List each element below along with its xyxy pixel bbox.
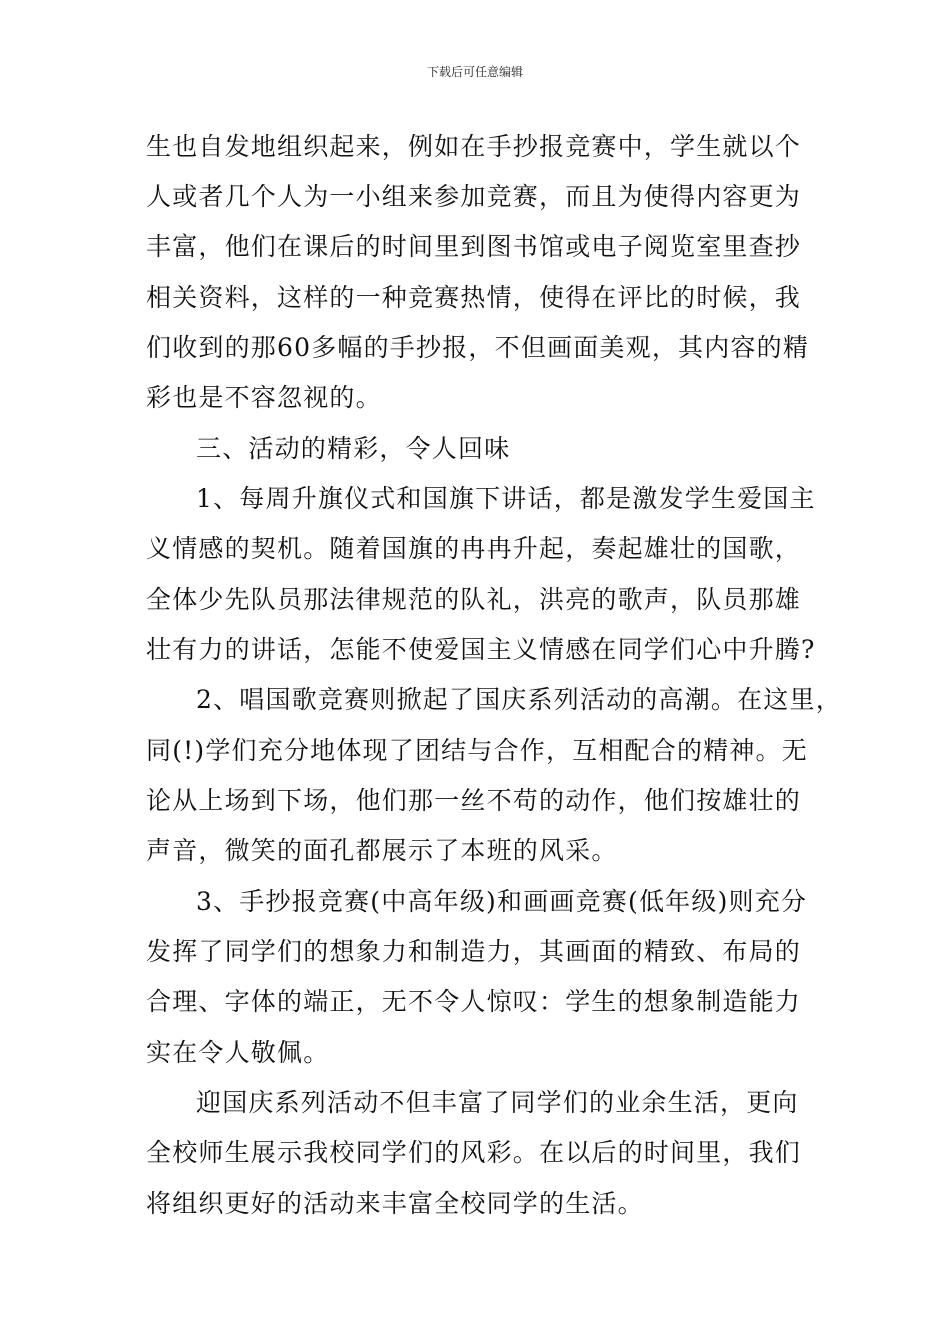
text-line: 彩也是不容忽视的。: [146, 383, 382, 412]
text-line: 合理、字体的端正，无不令人惊叹：学生的想象制造能力: [146, 987, 802, 1016]
section-heading: 三、活动的精彩，令人回味: [196, 434, 511, 463]
text-line: 同(!)学们充分地体现了团结与合作，互相配合的精神。无: [146, 736, 808, 765]
text-line: 1、每周升旗仪式和国旗下讲话，都是激发学生爱国主: [196, 484, 816, 513]
text-line: 3、手抄报竞赛(中高年级)和画画竞赛(低年级)则充分: [196, 887, 808, 916]
text-line: 们收到的那60多幅的手抄报，不但画面美观，其内容的精: [146, 333, 810, 362]
text-line: 将组织更好的活动来丰富全校同学的生活。: [146, 1189, 644, 1218]
text-line: 实在令人敬佩。: [146, 1038, 330, 1067]
text-line: 全校师生展示我校同学们的风彩。在以后的时间里，我们: [146, 1138, 802, 1167]
text-line: 发挥了同学们的想象力和制造力，其画面的精致、布局的: [146, 937, 802, 966]
text-line: 丰富，他们在课后的时间里到图书馆或电子阅览室里查抄: [146, 232, 802, 261]
text-line: 迎国庆系列活动不但丰富了同学们的业余生活，更向: [196, 1088, 799, 1117]
text-line: 论从上场到下场，他们那一丝不苟的动作，他们按雄壮的: [146, 786, 802, 815]
text-line: 相关资料，这样的一种竞赛热情，使得在评比的时候，我: [146, 283, 802, 312]
text-line: 2、唱国歌竞赛则掀起了国庆系列活动的高潮。在这里，: [196, 685, 842, 714]
page-header: 下载后可任意编辑: [426, 65, 523, 79]
text-line: 壮有力的讲话，怎能不使爱国主义情感在同学们心中升腾?: [146, 635, 816, 664]
text-line: 人或者几个人为一小组来参加竞赛，而且为使得内容更为: [146, 182, 802, 211]
text-line: 声音，微笑的面孔都展示了本班的风采。: [146, 836, 618, 865]
text-line: 生也自发地组织起来，例如在手抄报竞赛中，学生就以个: [146, 132, 802, 161]
text-line: 全体少先队员那法律规范的队礼，洪亮的歌声，队员那雄: [146, 585, 802, 614]
text-line: 义情感的契机。随着国旗的冉冉升起，奏起雄壮的国歌，: [146, 534, 802, 563]
